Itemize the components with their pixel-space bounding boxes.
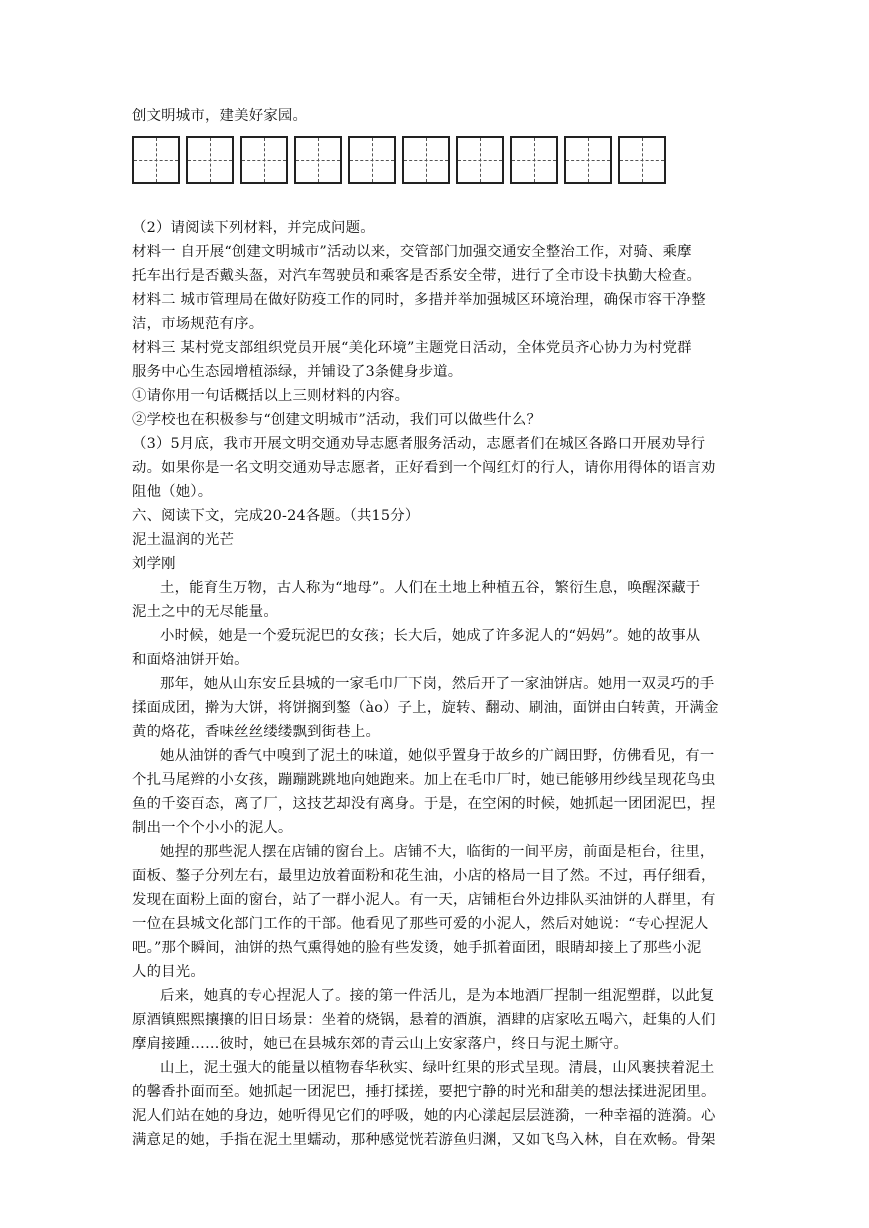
article-line: 小时候，她是一个爱玩泥巴的女孩；长大后，她成了许多泥人的“妈妈”。她的故事从 (160, 628, 701, 644)
writing-cell[interactable] (132, 136, 180, 184)
article-line: 发现在面粉上面的窗台，站了一群小泥人。有一天，店铺柜台外边排队买油饼的人群里，有 (132, 892, 716, 908)
sub-question-2: ②学校也在积极参与“创建文明城市”活动，我们可以做些什么？ (132, 412, 542, 428)
writing-cell[interactable] (618, 136, 666, 184)
writing-cell[interactable] (186, 136, 234, 184)
article-line: 那年，她从山东安丘县城的一家毛巾厂下岗，然后开了一家油饼店。她用一双灵巧的手 (160, 676, 715, 692)
article-line: 的馨香扑面而至。她抓起一团泥巴，捶打揉搓，要把宁静的时光和甜美的想法揉进泥团里。 (132, 1084, 716, 1100)
article-line: 土，能育生万物，古人称为“地母”。人们在土地上种植五谷，繁衍生息，唤醒深藏于 (160, 580, 701, 596)
sub-question-1: ①请你用一句话概括以上三则材料的内容。 (132, 388, 410, 404)
section-6-heading: 六、阅读下文，完成20-24各题。（共15分） (132, 508, 420, 524)
writing-cell[interactable] (240, 136, 288, 184)
material-3-line: 材料三 某村党支部组织党员开展“美化环境”主题党日活动，全体党员齐心协力为村党群 (132, 340, 692, 356)
writing-cell[interactable] (294, 136, 342, 184)
article-line: 泥土之中的无尽能量。 (132, 604, 278, 620)
article-line: 泥人们站在她的身边，她听得见它们的呼吸，她的内心漾起层层涟漪，一种幸福的涟漪。心 (132, 1108, 716, 1124)
article-line: 后来，她真的专心捏泥人了。接的第一件活儿，是为本地酒厂捏制一组泥塑群，以此复 (160, 988, 715, 1004)
article-line: 原酒镇熙熙攘攘的旧日场景：坐着的烧锅，悬着的酒旗，酒肆的店家吆五喝六，赶集的人们 (132, 1012, 716, 1028)
article-line: 揉面成团，擀为大饼，将饼搁到鏊（ào）子上，旋转、翻动、刷油，面饼由白转黄，开满金 (132, 700, 719, 716)
header-line: 创文明城市，建美好家园。 (132, 108, 308, 124)
material-2-line: 洁，市场规范有序。 (132, 316, 264, 332)
article-line: 个扎马尾辫的小女孩，蹦蹦跳跳地向她跑来。加上在毛巾厂时，她已能够用纱线呈现花鸟虫 (132, 772, 716, 788)
article-line: 黄的烙花，香味丝丝缕缕飘到街巷上。 (132, 724, 381, 740)
article-line: 吧。”那个瞬间，油饼的热气熏得她的脸有些发烫，她手抓着面团，眼睛却接上了那些小泥 (132, 940, 702, 956)
article-line: 山上，泥土强大的能量以植物春华秋实、绿叶红果的形式呈现。清晨，山风裹挟着泥土 (160, 1060, 715, 1076)
article-line: 满意足的她，手指在泥土里蠕动，那种感觉恍若游鱼归渊，又如飞鸟入林，自在欢畅。骨架 (132, 1132, 716, 1148)
question-3-line: （3）5月底，我市开展文明交通劝导志愿者服务活动，志愿者们在城区各路口开展劝导行 (132, 436, 706, 452)
article-line: 她捏的那些泥人摆在店铺的窗台上。店铺不大，临街的一间平房，前面是柜台，往里， (160, 844, 715, 860)
writing-grid (132, 136, 666, 184)
question-3-line: 动。如果你是一名文明交通劝导志愿者，正好看到一个闯红灯的行人，请你用得体的语言劝 (132, 460, 716, 476)
material-3-line: 服务中心生态园增植添绿，并铺设了3条健身步道。 (132, 364, 463, 380)
article-line: 人的目光。 (132, 964, 205, 980)
article-line: 一位在县城文化部门工作的干部。他看见了那些可爱的小泥人，然后对她说：“专心捏泥人 (132, 916, 709, 932)
article-line: 面板、鏊子分列左右，最里边放着面粉和花生油，小店的格局一目了然。不过，再仔细看， (132, 868, 716, 884)
article-line: 和面烙油饼开始。 (132, 652, 249, 668)
article-line: 鱼的千姿百态，离了厂，这技艺却没有离身。于是，在空闲的时候，她抓起一团团泥巴，捏 (132, 796, 716, 812)
article-title: 泥土温润的光芒 (132, 532, 235, 548)
writing-cell[interactable] (348, 136, 396, 184)
article-line: 摩肩接踵……彼时，她已在县城东郊的青云山上安家落户，终日与泥土厮守。 (132, 1036, 629, 1052)
material-2-line: 材料二 城市管理局在做好防疫工作的同时，多措并举加强城区环境治理，确保市容干净整 (132, 292, 706, 308)
material-1-line: 托车出行是否戴头盔，对汽车驾驶员和乘客是否系安全带，进行了全市设卡执勤大检查。 (132, 268, 702, 284)
article-line: 她从油饼的香气中嗅到了泥土的味道，她似乎置身于故乡的广阔田野，仿佛看见，有一 (160, 748, 715, 764)
article-line: 制出一个个小小的泥人。 (132, 820, 293, 836)
writing-cell[interactable] (456, 136, 504, 184)
writing-cell[interactable] (510, 136, 558, 184)
question-3-line: 阻他（她）。 (132, 484, 213, 500)
writing-cell[interactable] (402, 136, 450, 184)
article-author: 刘学刚 (132, 556, 176, 572)
writing-cell[interactable] (564, 136, 612, 184)
question-2-heading: （2）请阅读下列材料，并完成问题。 (132, 220, 375, 236)
material-1-line: 材料一 自开展“创建文明城市”活动以来，交管部门加强交通安全整治工作，对骑、乘摩 (132, 244, 692, 260)
